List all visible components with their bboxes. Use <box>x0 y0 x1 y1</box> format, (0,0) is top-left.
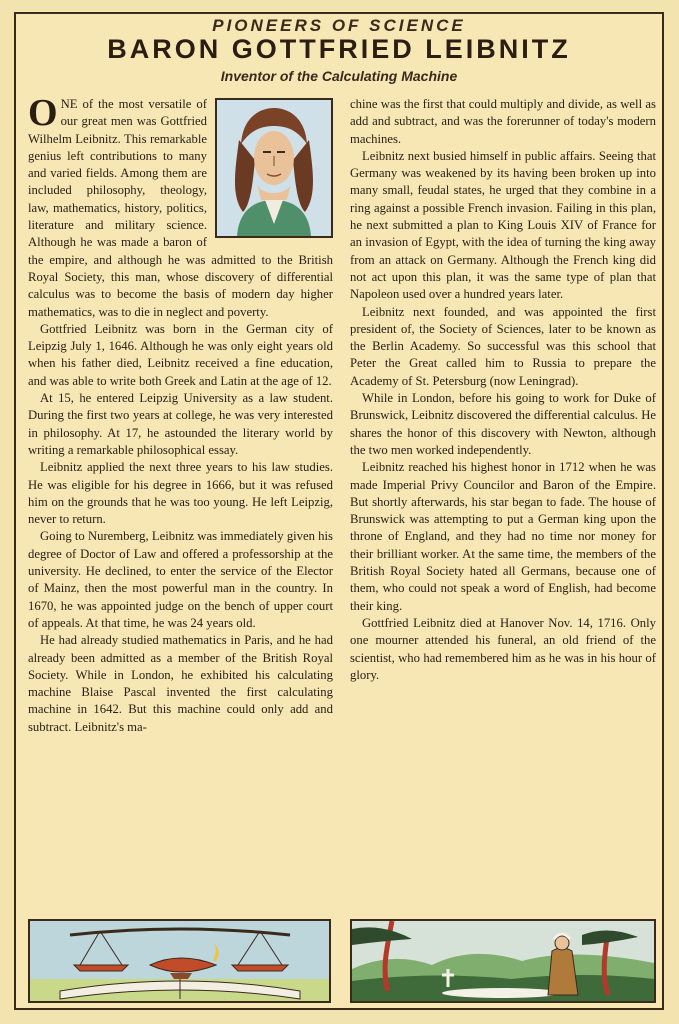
paragraph: Leibnitz next busied himself in public affairs. Seeing that Germany was weakened by its having been broken up into many small, feudal states, he urged that they combine in a ring against a possible French invasion. Failing in this plan, he next submitted a plan to King Louis XIV of France for an invasion of Egypt, with the idea of turning the king away from an attack on Germany. Although the French king did not act upon this plan, it was the same type of plan that Napoleon used over a hundred years later. <box>350 148 656 302</box>
portrait-icon <box>215 98 333 238</box>
paragraph-continuation: chine was the first that could multiply and divide, as well as add and subtract, and was the forerunner of today's modern machines. <box>350 97 656 146</box>
graveside-mourner-icon <box>350 919 656 1003</box>
page-title: BARON GOTTFRIED LEIBNITZ <box>107 34 571 64</box>
paragraph: He had already studied mathematics in Paris, and he had already been admitted as a member of the British Royal Society. While in London, he exhibited his calculating machine Blaise Pascal invented the first calculating machine in 1642. But this machine could only add and subtract. Leibnitz's ma- <box>28 633 333 734</box>
drop-cap: O <box>28 96 58 134</box>
article-column-right <box>350 96 656 928</box>
paragraph: NE of the most versatile of our great men was Gottfried Wilhelm Leibnitz. This remarkable genius left contributions to many and varied fields. Among them are included philosophy, theology, law, mathematics, history, politics, literature and military science. Although he was made a baron of the empire, and although he was admitted to the British Royal Society, this man, whose discovery of differential calculus was to become the basis of modern day higher mathematics, was to die in neglect and poverty. <box>28 97 333 319</box>
paragraph: Leibnitz reached his highest honor in 1712 when he was made Imperial Privy Councilor and Baron of the Empire. But shortly afterwards, his star began to fade. The house of Brunswick was attempting to put a German king upon the throne of England, and they had no time nor money for their brilliant worker. At the same time, the members of the British Royal Society hated all Germans, because one of them, who could not speak a word of English, had become their king. <box>350 460 656 613</box>
paragraph: At 15, he entered Leipzig University as a law student. During the first two years at college, he was very interested in philosophy. At 17, he astounded the literary world by writing a remarkable philosophical essay. <box>28 391 333 457</box>
paragraph: Leibnitz next founded, and was appointed the first president of, the Society of Sciences, later to be known as the Berlin Academy. So successful was this school that Peter the Great called him to Russia to prepare the Academy of St. Petersburg (now Leningrad). <box>350 304 656 388</box>
comic-page <box>14 12 664 1010</box>
paragraph: While in London, before his going to work for Duke of Brunswick, Leibnitz discovered the differential calculus. He shares the honor of this discovery with Newton, although the two men worked independently. <box>350 391 656 457</box>
paragraph: Going to Nuremberg, Leibnitz was immediately given his degree of Doctor of Law and offered a professorship at the university. He declined, to enter the service of the Elector of Mainz, then the most powerful man in the country. In 1670, he was appointed judge on the bench of upper court of appeals. At that time, he was 24 years old. <box>28 529 333 630</box>
page-subtitle: Inventor of the Calculating Machine <box>220 68 458 84</box>
article-column-left <box>28 96 333 928</box>
paragraph: Gottfried Leibnitz died at Hanover Nov. 14, 1716. Only one mourner attended his funeral, an old friend of the scientist, who had remembered him as he was in his hour of glory. <box>350 615 656 682</box>
series-kicker: PIONEERS OF SCIENCE <box>212 16 466 35</box>
paragraph: Leibnitz applied the next three years to his law studies. He was eligible for his degree in 1666, but it was refused him on the grounds that he was too young. He left Leipzig, never to return. <box>28 460 333 527</box>
scales-lamp-book-icon <box>28 919 331 1003</box>
paragraph: Gottfried Leibnitz was born in the German city of Leipzig July 1, 1646. Although he was only eight years old when his father died, Leibnitz received a fine education, and was able to write both Greek and Latin at the age of 12. <box>28 321 333 388</box>
